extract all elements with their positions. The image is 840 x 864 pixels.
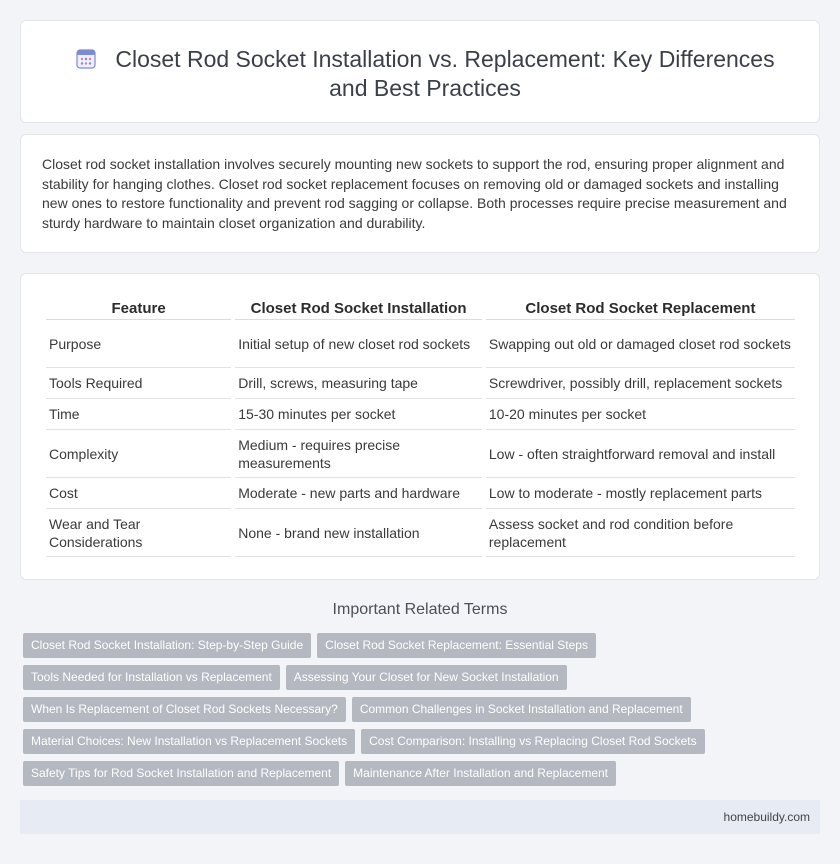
page-title [61,45,789,103]
related-term-tag[interactable]: Tools Needed for Installation vs Replacement [23,665,280,690]
table-cell: Assess socket and rod condition before replacement [486,509,795,557]
header-replacement: Closet Rod Socket Replacement [486,296,795,320]
table-cell: Moderate - new parts and hardware [235,478,482,509]
table-cell: 15-30 minutes per socket [235,399,482,430]
table-row [46,368,795,399]
table-cell: Screwdriver, possibly drill, replacement sockets [486,368,795,399]
related-term-tag[interactable]: Safety Tips for Rod Socket Installation and Replacement [23,761,339,786]
table-row [46,399,795,430]
table-cell: Medium - requires precise measurements [235,430,482,478]
table-cell: Tools Required [46,368,231,399]
intro-card [20,134,820,253]
page-title-text: Closet Rod Socket Installation vs. Replacement: Key Differences and Best Practices [115,46,775,101]
table-cell: Swapping out old or damaged closet rod sockets [486,320,795,368]
comparison-card [20,273,820,580]
document-icon [75,48,97,70]
intro-paragraph: Closet rod socket installation involves securely mounting new sockets to support the rod, ensuring proper alignment and stability for hanging clothes. Closet rod socket replacement focuses on removing old or damaged sockets and installing new ones to restore functionality and prevent rod sagging or collapse. Both processes require precise measurement and sturdy hardware to maintain closet organization and durability. [42,156,787,231]
related-term-tag[interactable]: When Is Replacement of Closet Rod Sockets Necessary? [23,697,346,722]
header [61,45,789,103]
table-row [46,509,795,557]
footer [20,800,820,834]
related-term-tag[interactable]: Closet Rod Socket Replacement: Essential Steps [317,633,596,658]
table-row [46,320,795,368]
table-cell: Low to moderate - mostly replacement parts [486,478,795,509]
related-term-tag[interactable]: Maintenance After Installation and Replacement [345,761,616,786]
table-cell: Cost [46,478,231,509]
table-cell: 10-20 minutes per socket [486,399,795,430]
table-cell: Initial setup of new closet rod sockets [235,320,482,368]
table-cell: Drill, screws, measuring tape [235,368,482,399]
header-card [20,20,820,123]
related-term-tag[interactable]: Assessing Your Closet for New Socket Installation [286,665,567,690]
header-feature: Feature [46,296,231,320]
table-cell: Complexity [46,430,231,478]
table-header-row [46,296,795,320]
table-cell: Wear and Tear Considerations [46,509,231,557]
related-term-tag[interactable]: Common Challenges in Socket Installation and Replacement [352,697,691,722]
header-installation: Closet Rod Socket Installation [235,296,482,320]
comparison-table [42,296,799,557]
table-row [46,478,795,509]
related-term-tag[interactable]: Material Choices: New Installation vs Replacement Sockets [23,729,355,754]
related-terms-list [23,633,803,793]
related-term-tag[interactable]: Closet Rod Socket Installation: Step-by-Step Guide [23,633,311,658]
table-cell: Low - often straightforward removal and install [486,430,795,478]
footer-site-link[interactable]: homebuildy.com [723,810,810,824]
related-terms-title: Important Related Terms [332,601,508,618]
table-row [46,430,795,478]
table-cell: Time [46,399,231,430]
table-cell: None - brand new installation [235,509,482,557]
table-cell: Purpose [46,320,231,368]
related-term-tag[interactable]: Cost Comparison: Installing vs Replacing Closet Rod Sockets [361,729,704,754]
